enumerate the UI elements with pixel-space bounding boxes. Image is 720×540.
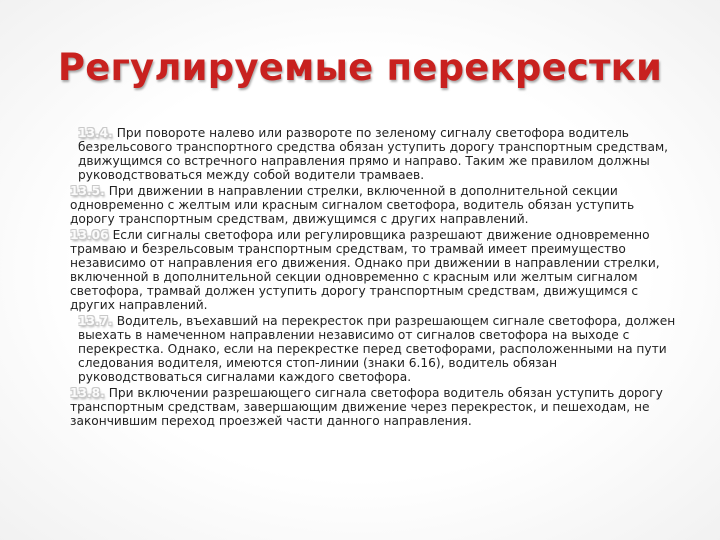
rule-text: При движении в направлении стрелки, включенной в дополнительной секции одновременно с желтым или красным сигналом светофора, водитель обязан уступить дорогу транспортным средствам, движущимся с других направлений. (70, 184, 635, 226)
rule-text: Водитель, въехавший на перекресток при разрешающем сигнале светофора, должен выехать в намеченном направлении независимо от сигналов светофора на выходе с перекрестка. Однако, если на перекрестке перед светофорами, расположенными на пути следования водителя, имеются стоп-линии (знаки 6.16), водитель обязан руководствоваться сигналами каждого светофора. (78, 314, 676, 384)
rule-text: При включении разрешающего сигнала светофора водитель обязан уступить дорогу транспортным средствам, завершающим движение через перекресток, и пешеходам, не закончившим переход проезжей части данного направления. (70, 386, 663, 428)
rule-text: При повороте налево или развороте по зеленому сигналу светофора водитель безрельсового транспортного средства обязан уступить дорогу транспортным средствам, движущимся со встречного направления прямо и направо. Таким же правилом должны руководствоваться между собой водители трамваев. (78, 126, 669, 182)
rule-number: 13.4. (78, 126, 113, 140)
rule-13-4 (70, 126, 676, 182)
rule-13-06 (70, 228, 676, 312)
rule-13-7 (70, 314, 676, 384)
rule-text: Если сигналы светофора или регулировщика разрешают движение одновременно трамваю и безрельсовым транспортным средствам, то трамвай имеет преимущество независимо от направления его движения. Однако при движении в направлении стрелки, включенной в дополнительной секции одновременно с красным или желтым сигналом светофора, трамвай должен уступить дорогу транспортным средствам, движущимся с других направлений. (70, 228, 660, 312)
rules-list (70, 126, 676, 430)
rule-13-8 (70, 386, 676, 428)
rule-number: 13.7. (78, 314, 113, 328)
rule-number: 13.8. (70, 386, 105, 400)
rule-13-5 (70, 184, 676, 226)
rule-number: 13.5. (70, 184, 105, 198)
rule-number: 13.06 (70, 228, 109, 242)
slide-title: Регулируемые перекрестки (57, 46, 663, 89)
